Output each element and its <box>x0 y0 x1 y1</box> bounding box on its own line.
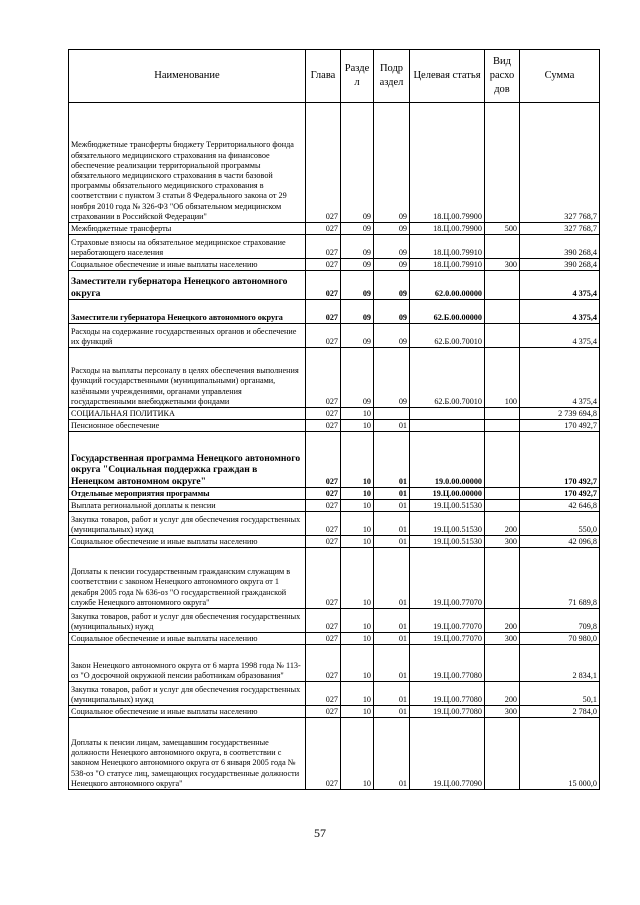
row-razdel: 09 <box>341 259 374 271</box>
row-sum: 42 096,8 <box>520 536 600 548</box>
row-podrazdel: 01 <box>374 536 410 548</box>
row-podrazdel: 01 <box>374 432 410 488</box>
row-name: Отдельные мероприятия программы <box>69 488 306 500</box>
table-row <box>69 548 600 609</box>
row-target: 18.Ц.00.79910 <box>410 259 485 271</box>
row-name: Закупка товаров, работ и услуг для обеспечения государственных (муниципальных) нужд <box>69 609 306 633</box>
row-razdel: 10 <box>341 432 374 488</box>
table-row <box>69 259 600 271</box>
row-razdel: 10 <box>341 536 374 548</box>
row-sum: 2 784,0 <box>520 706 600 718</box>
row-podrazdel: 01 <box>374 718 410 790</box>
table-row <box>69 682 600 706</box>
row-target: 62.Б.00.70010 <box>410 324 485 348</box>
row-glava: 027 <box>306 645 341 682</box>
row-podrazdel: 09 <box>374 300 410 324</box>
budget-table <box>68 49 600 790</box>
row-razdel: 09 <box>341 324 374 348</box>
row-target: 19.Ц.00.77070 <box>410 633 485 645</box>
row-vid: 200 <box>485 682 520 706</box>
row-name: Расходы на выплаты персоналу в целях обеспечения выполнения функций государственными (муниципальными) органами, казёнными учреждениями, органами управления государственными внебюджетными фондами <box>69 348 306 408</box>
row-razdel: 09 <box>341 348 374 408</box>
row-name: СОЦИАЛЬНАЯ ПОЛИТИКА <box>69 408 306 420</box>
row-target: 19.0.00.00000 <box>410 432 485 488</box>
row-name: Межбюджетные трансферты <box>69 223 306 235</box>
row-glava: 027 <box>306 408 341 420</box>
row-sum: 2 739 694,8 <box>520 408 600 420</box>
row-target: 62.Б.00.70010 <box>410 348 485 408</box>
row-glava: 027 <box>306 633 341 645</box>
table-row <box>69 706 600 718</box>
row-podrazdel: 09 <box>374 235 410 259</box>
row-razdel: 10 <box>341 408 374 420</box>
row-podrazdel: 09 <box>374 348 410 408</box>
row-name: Социальное обеспечение и иные выплаты населению <box>69 259 306 271</box>
row-glava: 027 <box>306 235 341 259</box>
row-glava: 027 <box>306 103 341 223</box>
row-target: 19.Ц.00.77080 <box>410 645 485 682</box>
row-name: Социальное обеспечение и иные выплаты населению <box>69 536 306 548</box>
row-razdel: 09 <box>341 300 374 324</box>
row-razdel: 10 <box>341 500 374 512</box>
header-razdel: Разде л <box>341 50 374 103</box>
row-vid <box>485 718 520 790</box>
table-row <box>69 609 600 633</box>
row-name: Социальное обеспечение и иные выплаты населению <box>69 706 306 718</box>
table-row <box>69 223 600 235</box>
row-podrazdel: 01 <box>374 512 410 536</box>
row-vid <box>485 324 520 348</box>
row-target: 62.Б.00.00000 <box>410 300 485 324</box>
row-glava: 027 <box>306 432 341 488</box>
row-name: Социальное обеспечение и иные выплаты населению <box>69 633 306 645</box>
table-row <box>69 718 600 790</box>
row-razdel: 09 <box>341 235 374 259</box>
row-sum: 170 492,7 <box>520 420 600 432</box>
row-podrazdel: 09 <box>374 259 410 271</box>
row-target: 19.Ц.00.00000 <box>410 488 485 500</box>
row-podrazdel: 01 <box>374 420 410 432</box>
table-row <box>69 408 600 420</box>
row-target: 18.Ц.00.79900 <box>410 223 485 235</box>
row-glava: 027 <box>306 718 341 790</box>
header-sum: Сумма <box>520 50 600 103</box>
row-name: Доплаты к пенсии лицам, замещавшим государственные должности Ненецкого автономного округа, в соответствии с законом Ненецкого автономного округа от 6 января 2005 года № 538-оз "О статусе лиц, замещающих государственные должности Ненецкого автономного округа" <box>69 718 306 790</box>
row-target: 19.Ц.00.77080 <box>410 706 485 718</box>
row-vid <box>485 300 520 324</box>
row-name: Заместители губернатора Ненецкого автономного округа <box>69 300 306 324</box>
table-row <box>69 271 600 300</box>
row-sum: 327 768,7 <box>520 223 600 235</box>
row-glava: 027 <box>306 271 341 300</box>
row-vid: 200 <box>485 609 520 633</box>
row-sum: 50,1 <box>520 682 600 706</box>
row-podrazdel: 09 <box>374 324 410 348</box>
row-vid <box>485 645 520 682</box>
row-target: 19.Ц.00.51530 <box>410 512 485 536</box>
row-sum: 71 689,8 <box>520 548 600 609</box>
table-row <box>69 348 600 408</box>
row-razdel: 09 <box>341 103 374 223</box>
row-vid: 300 <box>485 536 520 548</box>
row-sum: 2 834,1 <box>520 645 600 682</box>
row-sum: 42 646,8 <box>520 500 600 512</box>
row-name: Государственная программа Ненецкого автономного округа "Социальная поддержка граждан в Ненецком автономном округе" <box>69 432 306 488</box>
row-glava: 027 <box>306 300 341 324</box>
row-vid <box>485 408 520 420</box>
row-razdel: 10 <box>341 548 374 609</box>
row-vid <box>485 548 520 609</box>
row-podrazdel: 01 <box>374 645 410 682</box>
row-sum: 15 000,0 <box>520 718 600 790</box>
row-razdel: 09 <box>341 271 374 300</box>
row-podrazdel <box>374 408 410 420</box>
row-name: Закупка товаров, работ и услуг для обеспечения государственных (муниципальных) нужд <box>69 682 306 706</box>
header-name: Наименование <box>69 50 306 103</box>
row-sum: 4 375,4 <box>520 348 600 408</box>
row-glava: 027 <box>306 488 341 500</box>
row-glava: 027 <box>306 512 341 536</box>
table-row <box>69 420 600 432</box>
row-vid: 300 <box>485 706 520 718</box>
row-vid: 300 <box>485 259 520 271</box>
row-target: 19.Ц.00.77070 <box>410 548 485 609</box>
table-row <box>69 235 600 259</box>
table-row <box>69 432 600 488</box>
row-razdel: 09 <box>341 223 374 235</box>
row-sum: 327 768,7 <box>520 103 600 223</box>
row-target <box>410 408 485 420</box>
table-row <box>69 103 600 223</box>
row-target: 19.Ц.00.77080 <box>410 682 485 706</box>
row-razdel: 10 <box>341 609 374 633</box>
row-podrazdel: 09 <box>374 103 410 223</box>
row-podrazdel: 01 <box>374 682 410 706</box>
row-vid <box>485 420 520 432</box>
row-glava: 027 <box>306 223 341 235</box>
row-razdel: 10 <box>341 706 374 718</box>
row-vid <box>485 488 520 500</box>
row-sum: 4 375,4 <box>520 300 600 324</box>
row-name: Доплаты к пенсии государственным гражданским служащим в соответствии с законом Ненецкого автономного округа от 1 декабря 2005 года № 636-оз "О государственной гражданской службе Ненецкого автономного округа" <box>69 548 306 609</box>
table-header-row <box>69 50 600 103</box>
row-glava: 027 <box>306 706 341 718</box>
row-target: 19.Ц.00.77070 <box>410 609 485 633</box>
row-glava: 027 <box>306 536 341 548</box>
row-target: 18.Ц.00.79910 <box>410 235 485 259</box>
row-vid: 100 <box>485 348 520 408</box>
row-razdel: 10 <box>341 718 374 790</box>
row-name: Межбюджетные трансферты бюджету Территориального фонда обязательного медицинского страхования на финансовое обеспечение реализации территориальной программы обязательного медицинского страхования в части базовой программы обязательного медицинского страхования в соответствии с пунктом 3 статьи 8 Федерального закона от 29 ноября 2010 года № 326-ФЗ "Об обязательном медицинском страховании в Российской Федерации" <box>69 103 306 223</box>
row-vid <box>485 235 520 259</box>
row-sum: 550,0 <box>520 512 600 536</box>
table-row <box>69 512 600 536</box>
row-razdel: 10 <box>341 488 374 500</box>
row-podrazdel: 09 <box>374 223 410 235</box>
row-target: 18.Ц.00.79900 <box>410 103 485 223</box>
row-podrazdel: 01 <box>374 609 410 633</box>
header-podrazdel: Подр аздел <box>374 50 410 103</box>
row-name: Расходы на содержание государственных органов и обеспечение их функций <box>69 324 306 348</box>
table-row <box>69 488 600 500</box>
row-vid <box>485 271 520 300</box>
row-sum: 170 492,7 <box>520 432 600 488</box>
row-vid <box>485 432 520 488</box>
row-target: 19.Ц.00.51530 <box>410 536 485 548</box>
row-razdel: 10 <box>341 645 374 682</box>
row-glava: 027 <box>306 682 341 706</box>
row-name: Страховые взносы на обязательное медицинское страхование неработающего населения <box>69 235 306 259</box>
row-podrazdel: 01 <box>374 633 410 645</box>
row-razdel: 10 <box>341 420 374 432</box>
row-podrazdel: 01 <box>374 488 410 500</box>
row-target: 19.Ц.00.51530 <box>410 500 485 512</box>
row-name: Закон Ненецкого автономного округа от 6 марта 1998 года № 113-оз "О досрочной окружной пенсии работникам образования" <box>69 645 306 682</box>
header-vid: Вид расхо дов <box>485 50 520 103</box>
row-sum: 709,8 <box>520 609 600 633</box>
row-target: 19.Ц.00.77090 <box>410 718 485 790</box>
row-glava: 027 <box>306 500 341 512</box>
table-row <box>69 500 600 512</box>
row-razdel: 10 <box>341 682 374 706</box>
row-vid: 500 <box>485 223 520 235</box>
row-podrazdel: 09 <box>374 271 410 300</box>
row-sum: 170 492,7 <box>520 488 600 500</box>
row-razdel: 10 <box>341 512 374 536</box>
row-glava: 027 <box>306 548 341 609</box>
header-glava: Глава <box>306 50 341 103</box>
row-target <box>410 420 485 432</box>
row-glava: 027 <box>306 324 341 348</box>
row-sum: 390 268,4 <box>520 235 600 259</box>
row-podrazdel: 01 <box>374 548 410 609</box>
row-target: 62.0.00.00000 <box>410 271 485 300</box>
row-glava: 027 <box>306 420 341 432</box>
row-sum: 70 980,0 <box>520 633 600 645</box>
row-vid <box>485 500 520 512</box>
row-vid: 300 <box>485 633 520 645</box>
row-vid <box>485 103 520 223</box>
row-razdel: 10 <box>341 633 374 645</box>
row-sum: 4 375,4 <box>520 324 600 348</box>
row-name: Закупка товаров, работ и услуг для обеспечения государственных (муниципальных) нужд <box>69 512 306 536</box>
table-row <box>69 645 600 682</box>
row-vid: 200 <box>485 512 520 536</box>
row-name: Выплата региональной доплаты к пенсии <box>69 500 306 512</box>
table-row <box>69 324 600 348</box>
page-number: 57 <box>314 826 326 840</box>
row-glava: 027 <box>306 609 341 633</box>
row-podrazdel: 01 <box>374 706 410 718</box>
row-sum: 390 268,4 <box>520 259 600 271</box>
row-glava: 027 <box>306 259 341 271</box>
row-name: Заместители губернатора Ненецкого автономного округа <box>69 271 306 300</box>
table-row <box>69 536 600 548</box>
row-glava: 027 <box>306 348 341 408</box>
row-sum: 4 375,4 <box>520 271 600 300</box>
table-row <box>69 300 600 324</box>
header-target: Целевая статья <box>410 50 485 103</box>
table-row <box>69 633 600 645</box>
row-podrazdel: 01 <box>374 500 410 512</box>
row-name: Пенсионное обеспечение <box>69 420 306 432</box>
